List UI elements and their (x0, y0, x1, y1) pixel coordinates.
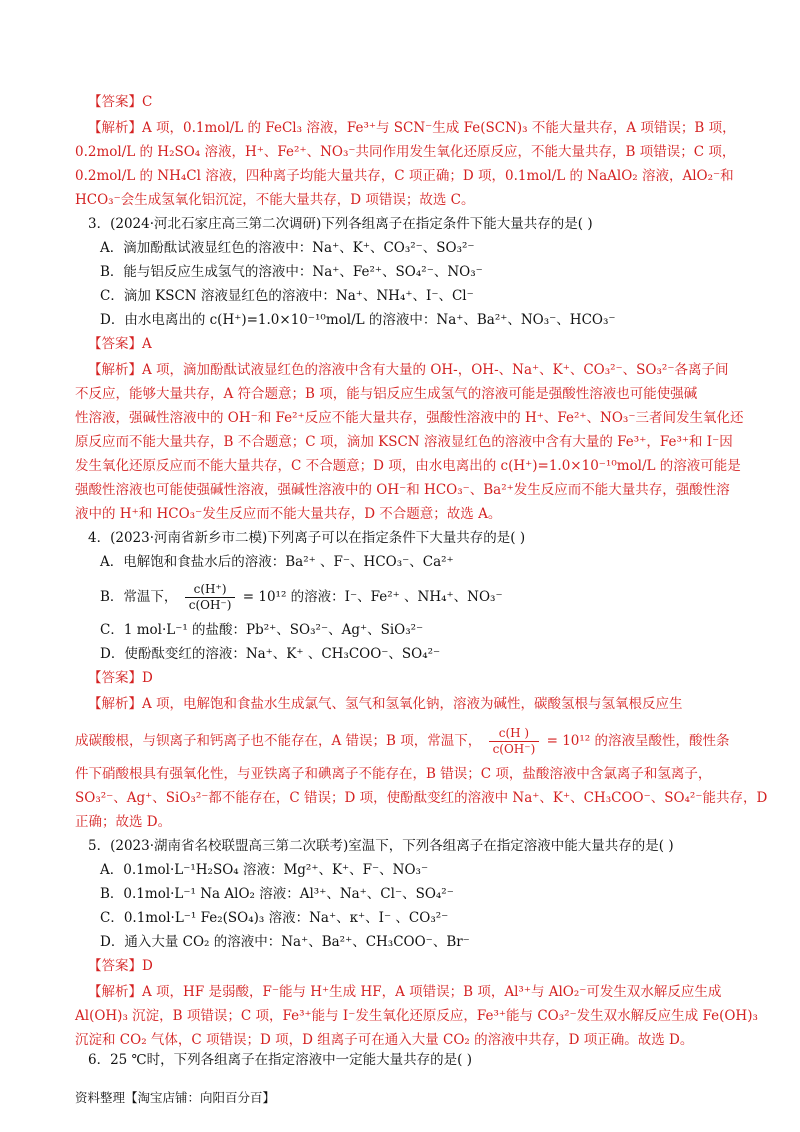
analysis-q4-suffix: = 10¹² 的溶液呈酸性，酸性条 (546, 733, 730, 749)
question-3-option-a: A．滴加酚酞试液显红色的溶液中：Na⁺、K⁺、CO₃²⁻、SO₃²⁻ (100, 240, 475, 256)
analysis-q2-line: 0.2mol/L 的 NH₄Cl 溶液，四种离子均能大量共存，C 项正确；D 项，0.1mol/L 的 NaAlO₂ 溶液，AlO₂⁻和 (75, 168, 734, 184)
analysis-q4-line-fraction (75, 726, 730, 757)
answer-q5: 【答案】D (88, 958, 153, 974)
analysis-q4-prefix: 成碳酸根，与钡离子和钙离子也不能存在，A 错误；B 项，常温下， (75, 733, 482, 749)
analysis-q3-line: 发生氧化还原反应而不能大量共存，C 不合题意；D 项，由水电离出的 c(H⁺)=1.0×10⁻¹⁰mol/L 的溶液可能是 (75, 458, 741, 474)
analysis-q4-line: 【解析】A 项，电解饱和食盐水生成氯气、氢气和氢氧化钠，溶液为碱性，碳酸氢根与氢氧根反应生 (88, 696, 683, 712)
question-5-option-b: B．0.1mol·L⁻¹ Na AlO₂ 溶液：Al³⁺、Na⁺、Cl⁻、SO₄²⁻ (100, 886, 454, 902)
question-5-option-d: D．通入大量 CO₂ 的溶液中：Na⁺、Ba²⁺、CH₃COO⁻、Br⁻ (100, 934, 470, 950)
analysis-q4-line: 正确；故选 D。 (75, 814, 172, 830)
question-4-option-b (100, 582, 503, 613)
question-3-option-b: B．能与铝反应生成氢气的溶液中：Na⁺、Fe²⁺、SO₄²⁻、NO₃⁻ (100, 264, 483, 280)
question-6-stem: 6．25 ℃时，下列各组离子在指定溶液中一定能大量共存的是( ) (88, 1052, 472, 1068)
fraction-denominator: c(OH⁻) (492, 742, 536, 756)
question-3-stem: 3．(2024·河北石家庄高三第二次调研)下列各组离子在指定条件下能大量共存的是( ) (88, 216, 593, 232)
question-4-option-c: C．1 mol·L⁻¹ 的盐酸：Pb²⁺、SO₃²⁻、Ag⁺、SiO₃²⁻ (100, 622, 424, 638)
analysis-q4-line: 件下硝酸根具有强氧化性，与亚铁离子和碘离子不能存在，B 错误；C 项，盐酸溶液中含氯离子和氢离子， (75, 766, 712, 782)
question-5-option-a: A．0.1mol·L⁻¹H₂SO₄ 溶液：Mg²⁺、K⁺、F⁻、NO₃⁻ (100, 862, 429, 878)
question-5-option-c: C．0.1mol·L⁻¹ Fe₂(SO₄)₃ 溶液：Na⁺、κ⁺、I⁻ 、CO₃²⁻ (100, 910, 449, 926)
question-4-stem: 4．(2023·河南省新乡市二模)下列离子可以在指定条件下大量共存的是( ) (88, 530, 526, 546)
analysis-q2-line: HCO₃⁻会生成氢氧化铝沉淀，不能大量共存，D 项错误；故选 C。 (75, 192, 475, 208)
fraction-h-over-oh (489, 726, 540, 757)
analysis-q3-line: 【解析】A 项，滴加酚酞试液显红色的溶液中含有大量的 OH-，OH-、Na⁺、K⁺、CO₃²⁻、SO₃²⁻各离子间 (88, 362, 729, 378)
analysis-q2-line: 【解析】A 项，0.1mol/L 的 FeCl₃ 溶液，Fe³⁺与 SCN⁻生成 Fe(SCN)₃ 不能大量共存，A 项错误；B 项， (88, 120, 736, 136)
analysis-q3-line: 原反应而不能大量共存，B 不合题意；C 项，滴加 KSCN 溶液显红色的溶液中含有大量的 Fe³⁺，Fe³⁺和 I⁻因 (75, 434, 733, 450)
question-5-stem: 5．(2023·湖南省名校联盟高三第二次联考)室温下，下列各组离子在指定溶液中能大量共存的是( ) (88, 838, 674, 854)
question-4-option-b-suffix: = 10¹² 的溶液：I⁻、Fe²⁺ 、NH₄⁺、NO₃⁻ (242, 589, 503, 605)
analysis-q3-line: 液中的 H⁺和 HCO₃⁻发生反应而不能大量共存，D 不合题意；故选 A。 (75, 506, 502, 522)
analysis-q5-line: Al(OH)₃ 沉淀，B 项错误；C 项，Fe³⁺能与 I⁻发生氧化还原反应，Fe³⁺能与 CO₃²⁻发生双水解反应生成 Fe(OH)₃ (75, 1008, 758, 1024)
analysis-q3-line: 不反应，能够大量共存，A 符合题意；B 项，能与铝反应生成氢气的溶液可能是强酸性溶液也可能使强碱 (75, 386, 698, 402)
answer-q3: 【答案】A (88, 336, 152, 352)
analysis-q2-line: 0.2mol/L 的 H₂SO₄ 溶液，H⁺、Fe²⁺、NO₃⁻共同作用发生氧化还原反应，不能大量共存，B 项错误；C 项， (75, 144, 736, 160)
answer-q2: 【答案】C (88, 94, 153, 110)
analysis-q4-line: SO₃²⁻、Ag⁺、SiO₃²⁻都不能存在，C 错误；D 项，使酚酞变红的溶液中 Na⁺、K⁺、CH₃COO⁻、SO₄²⁻能共存，D (75, 790, 768, 806)
question-4-option-b-prefix: B．常温下， (100, 589, 178, 605)
page-footer: 资料整理【淘宝店铺：向阳百分百】 (75, 1090, 276, 1105)
question-4-option-d: D．使酚酞变红的溶液：Na⁺、K⁺ 、CH₃COO⁻、SO₄²⁻ (100, 646, 441, 662)
analysis-q5-line: 沉淀和 CO₂ 气体，C 项错误；D 项，D 组离子可在通入大量 CO₂ 的溶液中共存，D 项正确。故选 D。 (75, 1032, 694, 1048)
analysis-q3-line: 强酸性溶液也可能使强碱性溶液，强碱性溶液中的 OH⁻和 HCO₃⁻、Ba²⁺发生反应而不能大量共存，强酸性溶 (75, 482, 730, 498)
answer-q4: 【答案】D (88, 670, 153, 686)
question-3-option-d: D．由水电离出的 c(H⁺)=1.0×10⁻¹⁰mol/L 的溶液中：Na⁺、Ba²⁺、NO₃⁻、HCO₃⁻ (100, 312, 616, 328)
question-4-option-a: A．电解饱和食盐水后的溶液：Ba²⁺ 、F⁻、HCO₃⁻、Ca²⁺ (100, 554, 454, 570)
fraction-numerator: c(H ) (489, 726, 540, 742)
fraction-numerator: c(H⁺) (185, 582, 236, 598)
analysis-q5-line: 【解析】A 项，HF 是弱酸，F⁻能与 H⁺生成 HF，A 项错误；B 项，Al³⁺与 AlO₂⁻可发生双水解反应生成 (88, 984, 722, 1000)
fraction-denominator: c(OH⁻) (188, 598, 232, 612)
fraction-h-over-oh (185, 582, 236, 613)
analysis-q3-line: 性溶液，强碱性溶液中的 OH⁻和 Fe²⁺反应不能大量共存，强酸性溶液中的 H⁺、Fe²⁺、NO₃⁻三者间发生氧化还 (75, 410, 744, 426)
question-3-option-c: C．滴加 KSCN 溶液显红色的溶液中：Na⁺、NH₄⁺、I⁻、Cl⁻ (100, 288, 474, 304)
